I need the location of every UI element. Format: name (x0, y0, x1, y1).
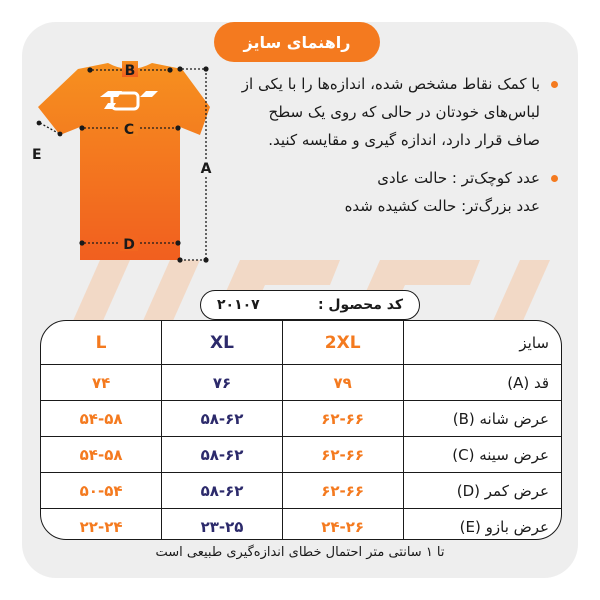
instruction-item (240, 164, 558, 220)
cell-l: ۵۴-۵۸ (41, 401, 162, 437)
header-size-label: سایز (403, 321, 561, 365)
shirt-label-a: A (200, 161, 212, 177)
row-label: عرض سینه (C) (403, 437, 561, 473)
cell-xl: ۵۸-۶۲ (162, 437, 283, 473)
instruction-text: عدد کوچک‌تر : حالت عادی عدد بزرگ‌تر: حالت کشیده شده (344, 169, 540, 215)
cell-l: ۲۲-۲۴ (79, 517, 123, 536)
cell-xl: ۵۸-۶۲ (162, 401, 283, 437)
row-label: عرض کمر (D) (403, 473, 561, 509)
shirt-label-c: C (123, 122, 135, 138)
product-code (200, 290, 420, 320)
instruction-item (240, 70, 558, 154)
cell-xl: ۵۸-۶۲ (162, 473, 283, 509)
table-row (41, 365, 561, 401)
cell-l: ۷۴ (41, 365, 162, 401)
instruction-text: با کمک نقاط مشخص شده، اندازه‌ها را با یکی از لباس‌های خودتان در حالی که روی یک سطح صاف قرار دارد، اندازه گیری و مقایسه کنید. (241, 75, 540, 149)
table-header-row (41, 321, 561, 365)
row-label: عرض بازو (E) (403, 509, 561, 541)
shirt-label-b: B (124, 63, 136, 79)
product-code-value: ۲۰۱۰۷ (217, 297, 260, 313)
row-label: قد (A) (403, 365, 561, 401)
cell-2xl: ۷۹ (282, 365, 403, 401)
bullet-dot-icon (551, 175, 558, 182)
table-row (41, 401, 561, 437)
table-row (41, 509, 561, 541)
cell-2xl: ۶۲-۶۶ (282, 401, 403, 437)
header-size-2xl: 2XL (282, 321, 403, 365)
shirt-label-e: E (32, 147, 42, 163)
product-code-label: کد محصول : (317, 297, 403, 313)
cell-2xl: ۶۲-۶۶ (282, 473, 403, 509)
cell-2xl: ۲۴-۲۶ (282, 509, 403, 541)
row-label: عرض شانه (B) (403, 401, 561, 437)
cell-l: ۵۰-۵۴ (41, 473, 162, 509)
table-row (41, 473, 561, 509)
cell-l: ۵۴-۵۸ (41, 437, 162, 473)
cell-xl: ۷۶ (162, 365, 283, 401)
measurement-footnote: تا ۱ سانتی متر احتمال خطای اندازه‌گیری طبیعی است (155, 545, 445, 560)
size-table (40, 320, 562, 540)
cell-xl: ۲۳-۲۵ (162, 509, 283, 541)
header-size-l: L (41, 321, 162, 365)
shirt-diagram (30, 55, 230, 270)
bullet-dot-icon (551, 81, 558, 88)
cell-2xl: ۶۲-۶۶ (282, 437, 403, 473)
page-title: راهنمای سایز (214, 22, 380, 62)
shirt-label-d: D (123, 237, 135, 253)
instructions-list (240, 70, 558, 220)
header-size-xl: XL (162, 321, 283, 365)
table-row (41, 437, 561, 473)
